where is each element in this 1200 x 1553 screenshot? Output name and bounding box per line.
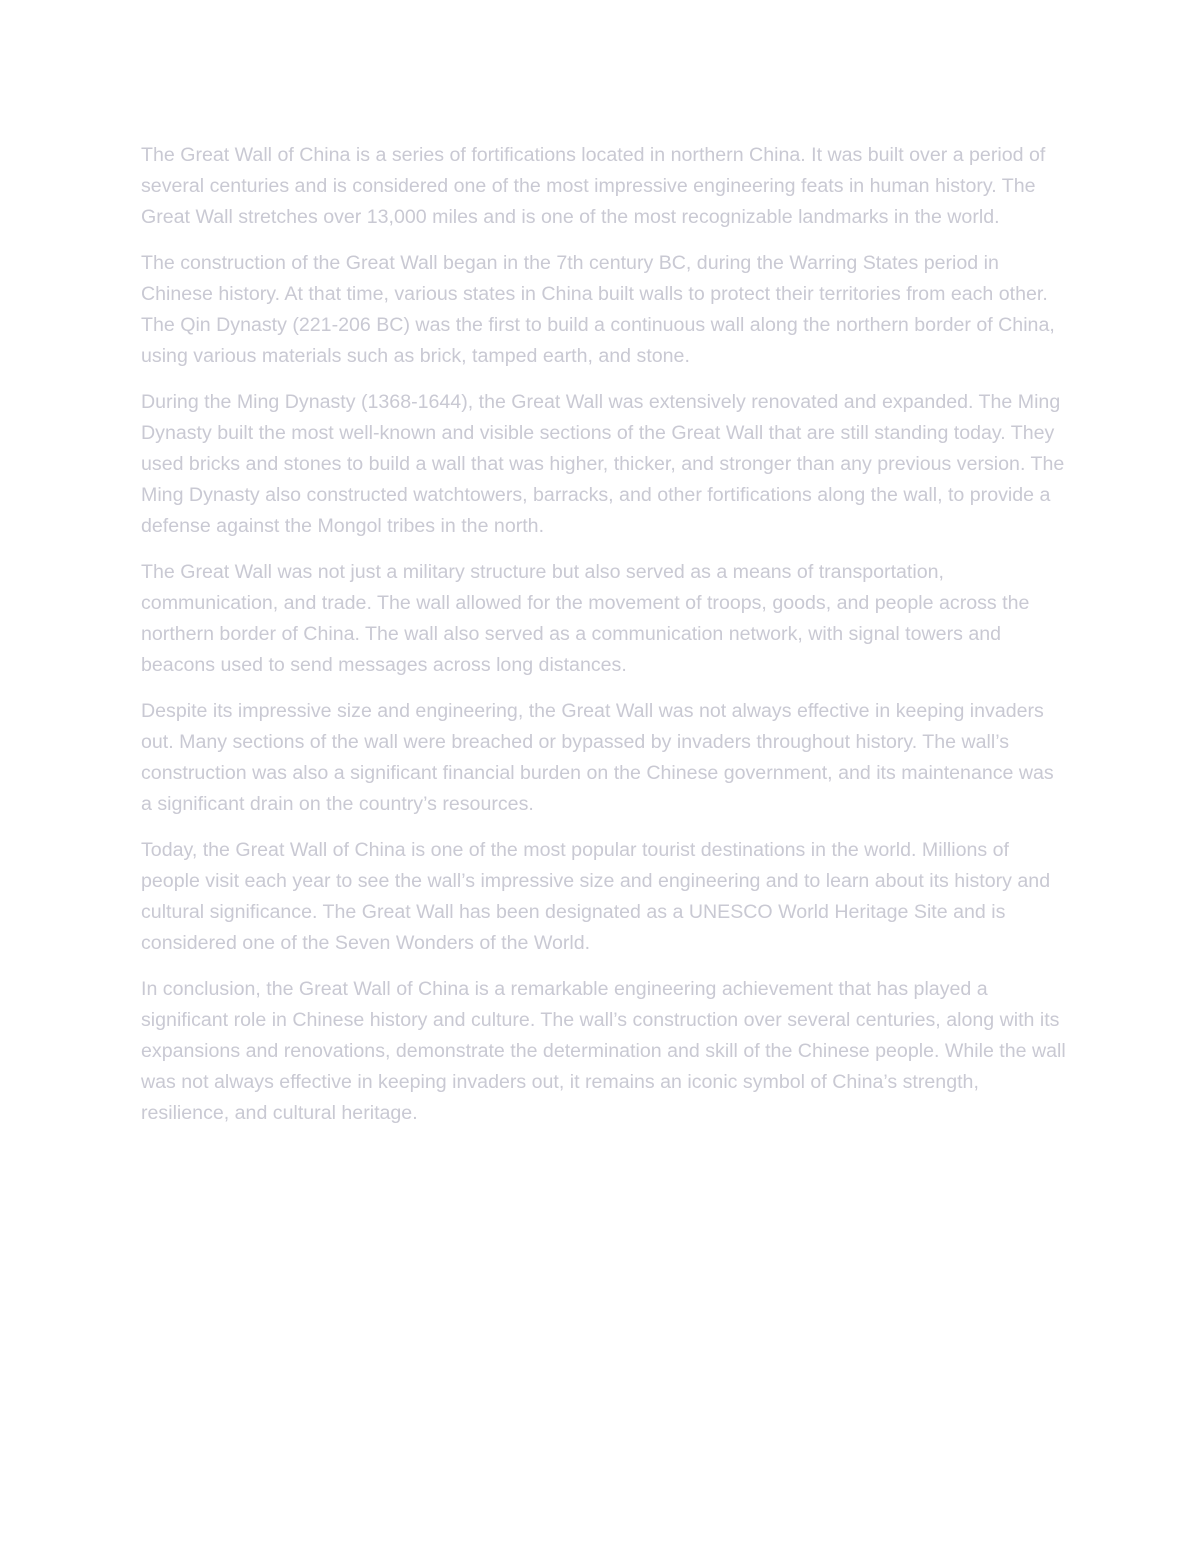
paragraph-intro: The Great Wall of China is a series of fortifications located in northern China. It was built over a period of several centuries and is considered one of the most impressive engineering feats in human history. The Great Wall stretches over 13,000 miles and is one of the most recognizable landmarks in the world. bbox=[141, 144, 1046, 228]
paragraph-transportation: The Great Wall was not just a military structure but also served as a means of transportation, communication, and trade. The wall allowed for the movement of troops, goods, and people across the northern border of China. The wall also served as a communication network, with signal towers and beacons used to send messages across long distances. bbox=[141, 561, 1030, 676]
document-body bbox=[141, 140, 1066, 1144]
paragraph-effectiveness: Despite its impressive size and engineering, the Great Wall was not always effective in keeping invaders out. Many sections of the wall were breached or bypassed by invaders throughout history. The wall’s construction was also a significant financial burden on the Chinese government, and its maintenance was a significant drain on the country’s resources. bbox=[141, 700, 1054, 815]
paragraph-construction: The construction of the Great Wall began in the 7th century BC, during the Warring States period in Chinese history. At that time, various states in China built walls to protect their territories from each other. The Qin Dynasty (221-206 BC) was the first to build a continuous wall along the northern border of China, using various materials such as brick, tamped earth, and stone. bbox=[141, 252, 1055, 367]
paragraph-tourism: Today, the Great Wall of China is one of the most popular tourist destinations in the world. Millions of people visit each year to see the wall’s impressive size and engineering and to learn about its history and cultural significance. The Great Wall has been designated as a UNESCO World Heritage Site and is considered one of the Seven Wonders of the World. bbox=[141, 839, 1051, 954]
paragraph-conclusion: In conclusion, the Great Wall of China is a remarkable engineering achievement that has played a significant role in Chinese history and culture. The wall’s construction over several centuries, along with its expansions and renovations, demonstrate the determination and skill of the Chinese people. While the wall was not always effective in keeping invaders out, it remains an iconic symbol of China’s strength, resilience, and cultural heritage. bbox=[141, 978, 1066, 1124]
paragraph-ming-dynasty: During the Ming Dynasty (1368-1644), the Great Wall was extensively renovated and expanded. The Ming Dynasty built the most well-known and visible sections of the Great Wall that are still standing today. They used bricks and stones to build a wall that was higher, thicker, and stronger than any previous version. The Ming Dynasty also constructed watchtowers, barracks, and other fortifications along the wall, to provide a defense against the Mongol tribes in the north. bbox=[141, 391, 1065, 537]
